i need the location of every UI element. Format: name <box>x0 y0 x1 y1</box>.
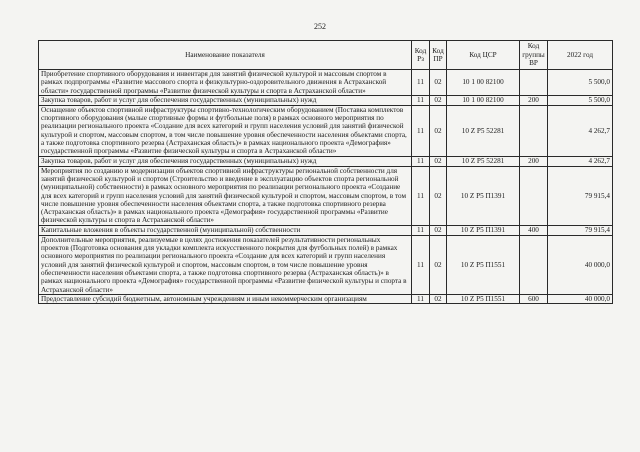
row-name: Закупка товаров, работ и услуг для обеспечения государственных (муниципальных) нужд <box>39 156 412 166</box>
table-row <box>39 294 613 303</box>
row-csr: 10 Z P5 52281 <box>447 156 520 166</box>
table-row <box>39 166 613 225</box>
table-row <box>39 70 613 96</box>
row-vr: 600 <box>520 294 548 303</box>
budget-table <box>38 40 613 304</box>
row-vr: 200 <box>520 156 548 166</box>
row-vr <box>520 166 548 225</box>
row-rz: 11 <box>412 105 430 156</box>
row-amount: 4 262,7 <box>548 105 613 156</box>
row-rz: 11 <box>412 235 430 294</box>
row-csr: 10 Z P5 П1391 <box>447 225 520 235</box>
row-name: Предоставление субсидий бюджетным, автономным учреждениям и иным некоммерческим организациям <box>39 294 412 303</box>
table-row <box>39 95 613 105</box>
row-csr: 10 Z P5 П1551 <box>447 235 520 294</box>
row-csr: 10 Z P5 П1551 <box>447 294 520 303</box>
row-vr: 200 <box>520 95 548 105</box>
row-vr <box>520 70 548 96</box>
row-rz: 11 <box>412 95 430 105</box>
row-pr: 02 <box>430 235 447 294</box>
row-amount: 5 500,0 <box>548 95 613 105</box>
table-row <box>39 225 613 235</box>
row-name: Дополнительные мероприятия, реализуемые в целях достижения показателей результативности региональных проектов (Подготовка основания для укладки комплекта искусственного покрытия для футбольных полей) в рамках основного мероприятия по реализации регионального проекта «Создание для всех категорий и групп населения условий для занятий физической культурой и спортом, массовым спортом, в том числе повышение уровня обеспеченности населения объектами спорта, а также подготовка спортивного резерва (Астраханская область)» в рамках национального проекта «Демография» государственной программы «Развитие физической культуры и спорта в Астраханской области» <box>39 235 412 294</box>
row-csr: 10 Z P5 52281 <box>447 105 520 156</box>
header-year: 2022 год <box>548 41 613 70</box>
row-pr: 02 <box>430 294 447 303</box>
row-pr: 02 <box>430 70 447 96</box>
row-name: Закупка товаров, работ и услуг для обеспечения государственных (муниципальных) нужд <box>39 95 412 105</box>
header-vr: Код группы ВР <box>520 41 548 70</box>
row-pr: 02 <box>430 166 447 225</box>
row-rz: 11 <box>412 156 430 166</box>
row-name: Оснащение объектов спортивной инфраструктуры спортивно-технологическим оборудованием (Поставка комплектов спортивного оборудования (малые спортивные формы и футбольные поля) в рамках основного мероприятия по реализации регионального проекта «Создание для всех категорий и групп населения условий для занятий физической культурой и спортом, массовым спортом, в том числе повышение уровня обеспеченности населения объектами спорта, а также подготовка спортивного резерва (Астраханская область)» в рамках национального проекта «Демография» государственной программы «Развитие физической культуры и спорта в Астраханской области» <box>39 105 412 156</box>
table-row <box>39 235 613 294</box>
page-number: 252 <box>314 22 326 31</box>
row-amount: 5 500,0 <box>548 70 613 96</box>
row-amount: 4 262,7 <box>548 156 613 166</box>
row-amount: 40 000,0 <box>548 294 613 303</box>
row-pr: 02 <box>430 225 447 235</box>
header-pr: Код ПР <box>430 41 447 70</box>
header-name: Наименование показателя <box>39 41 412 70</box>
table-row <box>39 156 613 166</box>
row-rz: 11 <box>412 294 430 303</box>
row-rz: 11 <box>412 225 430 235</box>
table-header-row <box>39 41 613 70</box>
header-rz: Код Рз <box>412 41 430 70</box>
row-name: Мероприятия по созданию и модернизации объектов спортивной инфраструктуры региональной собственности для занятий физической культурой и спортом (Строительство и введение в эксплуатацию объектов спорта региональной (муниципальной) собственности) в рамках основного мероприятия по реализации регионального проекта «Создание для всех категорий и групп населения условий для занятий физической культурой и спортом, массовым спортом, в том числе повышение уровня обеспеченности населения объектами спорта, а также подготовка спортивного резерва (Астраханская область)» в рамках национального проекта «Демография» государственной программы «Развитие физической культуры и спорта в Астраханской области» <box>39 166 412 225</box>
row-rz: 11 <box>412 166 430 225</box>
row-pr: 02 <box>430 105 447 156</box>
row-vr <box>520 105 548 156</box>
table-row <box>39 105 613 156</box>
row-rz: 11 <box>412 70 430 96</box>
row-csr: 10 Z P5 П1391 <box>447 166 520 225</box>
row-name: Приобретение спортивного оборудования и инвентаря для занятий физической культурой и массовым спортом в рамках подпрограммы «Развитие массового спорта и физкультурно-оздоровительного движения в Астраханской области» государственной программы «Развитие физической культуры и спорта в Астраханской области» <box>39 70 412 96</box>
header-csr: Код ЦСР <box>447 41 520 70</box>
row-amount: 79 915,4 <box>548 225 613 235</box>
row-csr: 10 1 00 82100 <box>447 95 520 105</box>
row-vr <box>520 235 548 294</box>
row-amount: 79 915,4 <box>548 166 613 225</box>
row-pr: 02 <box>430 95 447 105</box>
row-name: Капитальные вложения в объекты государственной (муниципальной) собственности <box>39 225 412 235</box>
row-vr: 400 <box>520 225 548 235</box>
row-amount: 40 000,0 <box>548 235 613 294</box>
row-csr: 10 1 00 82100 <box>447 70 520 96</box>
row-pr: 02 <box>430 156 447 166</box>
